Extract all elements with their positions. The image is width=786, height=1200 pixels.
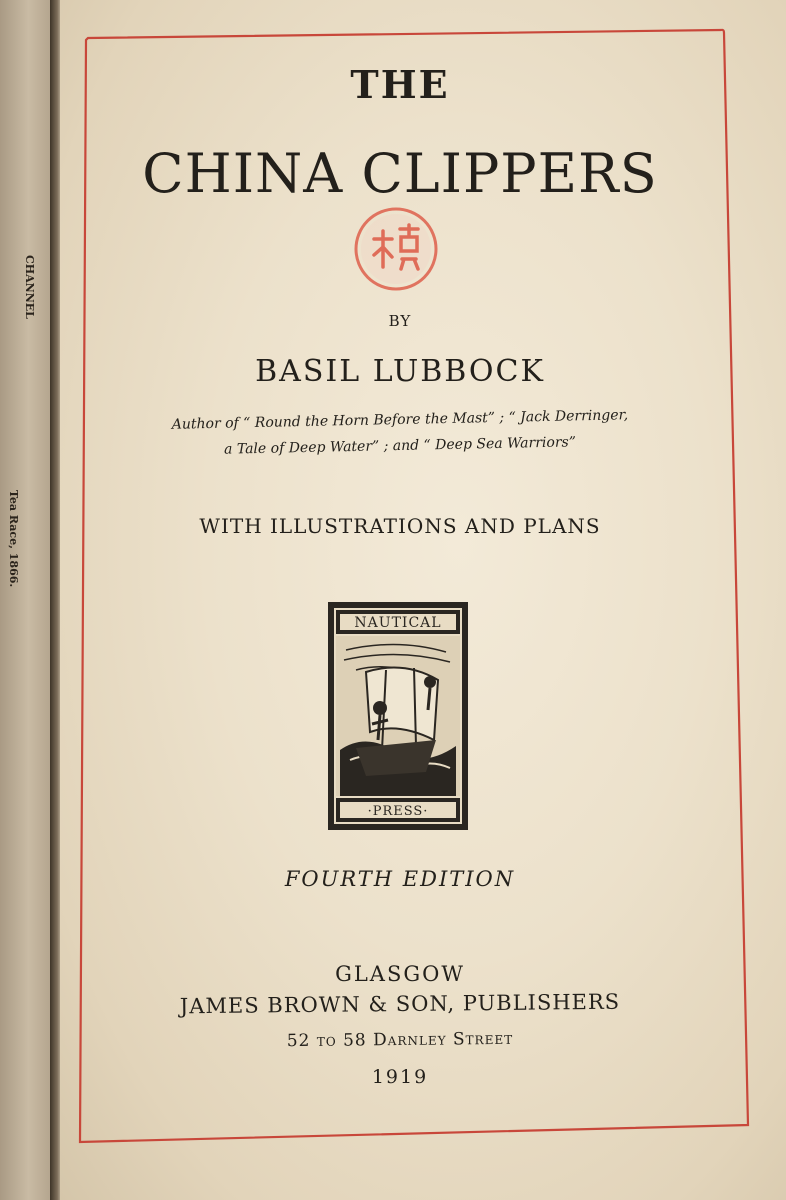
seal-stamp-icon: [352, 205, 440, 293]
author-credits-line-1: Author of “ Round the Horn Before the Mast” ; “ Jack Derringer,: [171, 407, 629, 433]
author-credits-line-2: a Tale of Deep Water” ; and “ Deep Sea Warriors”: [223, 434, 577, 458]
nautical-press-emblem-icon: [326, 600, 470, 832]
adjacent-page-text-top: CHANNEL: [23, 255, 36, 319]
author-name: BASIL LUBBOCK: [255, 354, 545, 389]
publication-year: 1919: [371, 1066, 429, 1088]
emblem-top-label: NAUTICAL: [354, 615, 442, 631]
publisher-city: GLASGOW: [335, 962, 465, 986]
adjacent-page: [0, 0, 52, 1200]
title-line-2: CHINA CLIPPERS: [142, 142, 658, 205]
publisher-address: 52 to 58 Darnley Street: [286, 1028, 514, 1052]
emblem-bottom-label: ·PRESS·: [367, 804, 429, 819]
illustrations-note: WITH ILLUSTRATIONS AND PLANS: [199, 514, 601, 538]
by-label: BY: [388, 312, 412, 330]
adjacent-page-text-bottom: Tea Race, 1866.: [7, 490, 20, 588]
publisher-name: JAMES BROWN & SON, PUBLISHERS: [179, 989, 621, 1019]
title-line-1: THE: [350, 62, 450, 107]
edition-label: FOURTH EDITION: [284, 867, 516, 891]
